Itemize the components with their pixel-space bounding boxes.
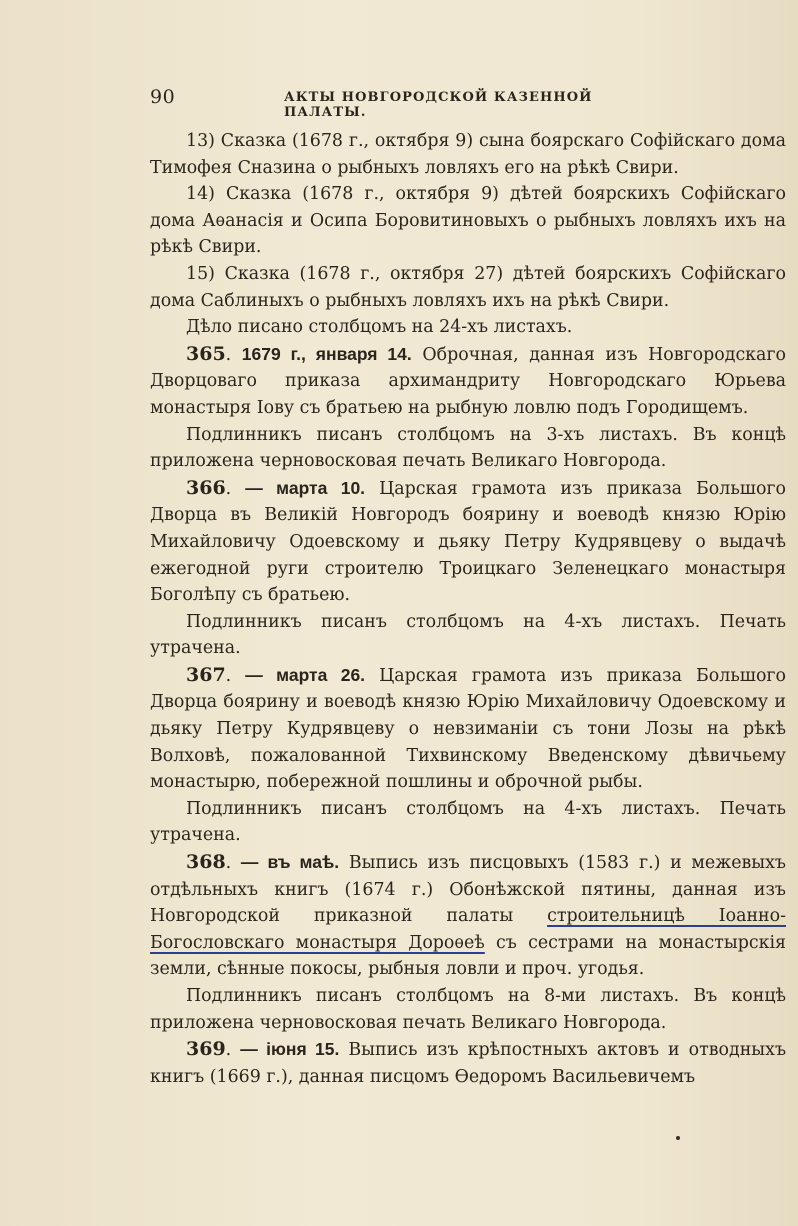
entry-date: — въ маѣ. <box>240 852 340 873</box>
entry-text: Выпись изъ писцовыхъ (1583 г.) и межевыхъ отдѣльныхъ книгъ (1674 г.) Обонѣжской пятины, данная изъ Новгородской приказной палаты <box>150 853 786 927</box>
entry-date: 1679 г., января 14. <box>241 343 412 364</box>
entry-text: Царская грамота изъ приказа Большого Дворца въ Великій Новгородъ боярину и воеводѣ князю Юрію Михайловичу Одоевскому и дьяку Петру Кудрявцеву о выдачѣ ежегодной руги строителю Троицкаго Зеленецкаго монастыря Боголѣпу съ братьею. <box>150 478 787 606</box>
entry-date: — марта 26. <box>245 664 366 685</box>
entry-367-note: Подлинникъ писанъ столбцомъ на 4-хъ листахъ. Печать утрачена. <box>150 798 786 846</box>
entry-368-note: Подлинникъ писанъ столбцомъ на 8-ми листахъ. Въ концѣ приложена черновосковая печать Великаго Новгорода. <box>150 986 786 1033</box>
page-header <box>150 86 650 120</box>
entry-text: Царская грамота изъ приказа Большого Дворца боярину и воеводѣ князю Юрію Михайловичу Одоевскому и дьяку Петру Кудрявцеву о невзиманіи съ тони Лозы на рѣкѣ Волховѣ, пожалованной Тихвинскому Введенскому дѣвичьему монастырю, побережной пошлины и оброчной рыбы. <box>150 665 787 793</box>
entry-text: Выпись изъ крѣпостныхъ актовъ и отводныхъ книгъ (1669 г.), данная писцомъ Ѳедоромъ Васильевичемъ <box>150 1040 787 1087</box>
handwritten-underline: строительницѣ Іоанно-Богословскаго монастыря Дороѳеѣ <box>150 906 786 953</box>
entry-367: 367. — марта 26. Царская грамота изъ приказа Большого Дворца боярину и воеводѣ князю Юрію Михайловичу Одоевскому и дьяку Петру Кудрявцеву о невзиманіи съ тони Лозы на рѣкѣ Волховѣ, пожалованной Тихвинскому Введенскому дѣвичьему монастырю, побережной пошлины и оброчной рыбы. <box>150 663 787 793</box>
ink-speck <box>676 1136 680 1140</box>
entry-date: — марта 10. <box>245 477 366 498</box>
page-number: 90 <box>150 86 176 108</box>
document-body <box>150 128 786 1090</box>
entry-text: Оброчная, данная изъ Новгородскаго Дворцоваго приказа архимандриту Новгородскаго Юрьева монастыря Іову съ братьею на рыбную ловлю подъ Городищемъ. <box>150 344 787 418</box>
entry-number: 367 <box>186 663 226 686</box>
entry-text-cont: съ сестрами на монастырскія земли, сѣнные покосы, рыбныя ловли и проч. угодья. <box>150 932 786 980</box>
running-title: АКТЫ НОВГОРОДСКОЙ КАЗЕННОЙ ПАЛАТЫ. <box>284 90 593 120</box>
entry-366: 366. — марта 10. Царская грамота изъ приказа Большого Дворца въ Великій Новгородъ боярину и воеводѣ князю Юрію Михайловичу Одоевскому и дьяку Петру Кудрявцеву о выдачѣ ежегодной руги строителю Троицкаго Зеленецкаго монастыря Боголѣпу съ братьею. <box>150 476 787 606</box>
entry-365-note: Подлинникъ писанъ столбцомъ на 3-хъ листахъ. Въ концѣ приложена черновосковая печать Великаго Новгорода. <box>150 424 786 472</box>
paragraph-item-13: 13) Сказка (1678 г., октября 9) сына боярскаго Софійскаго дома Тимофея Сназина о рыбныхъ ловляхъ его на рѣкѣ Свири. <box>150 131 786 178</box>
entry-number: 366 <box>186 476 226 499</box>
paragraph-item-14: 14) Сказка (1678 г., октября 9) дѣтей боярскихъ Софійскаго дома Аѳанасія и Осипа Боровитиновыхъ о рыбныхъ ловляхъ ихъ на рѣкѣ Свири. <box>150 184 786 258</box>
entry-number: 368 <box>186 851 226 874</box>
entry-366-note: Подлинникъ писанъ столбцомъ на 4-хъ листахъ. Печать утрачена. <box>150 611 786 659</box>
entry-365: 365. 1679 г., января 14. Оброчная, данная изъ Новгородскаго Дворцоваго приказа архимандриту Новгородскаго Юрьева монастыря Іову съ братьею на рыбную ловлю подъ Городищемъ. <box>150 342 787 418</box>
entry-369: 369. — іюня 15. Выпись изъ крѣпостныхъ актовъ и отводныхъ книгъ (1669 г.), данная писцомъ Ѳедоромъ Васильевичемъ <box>150 1038 787 1087</box>
entry-number: 365 <box>186 342 226 365</box>
paragraph-case-note: Дѣло писано столбцомъ на 24-хъ листахъ. <box>186 317 573 338</box>
paragraph-item-15: 15) Сказка (1678 г., октября 27) дѣтей боярскихъ Софійскаго дома Саблиныхъ о рыбныхъ ловляхъ ихъ на рѣкѣ Свири. <box>150 263 786 311</box>
entry-date: — іюня 15. <box>240 1039 340 1060</box>
entry-368: 368. — въ маѣ. Выпись изъ писцовыхъ (1583 г.) и межевыхъ отдѣльныхъ книгъ (1674 г.) Обонѣжской пятины, данная изъ Новгородской приказной палаты строительницѣ Іоанно-Богословскаго монастыря Дороѳеѣ съ сестрами на монастырскія земли, сѣнные покосы, рыбныя ловли и проч. угодья. <box>150 851 786 980</box>
entry-number: 369 <box>186 1038 226 1061</box>
